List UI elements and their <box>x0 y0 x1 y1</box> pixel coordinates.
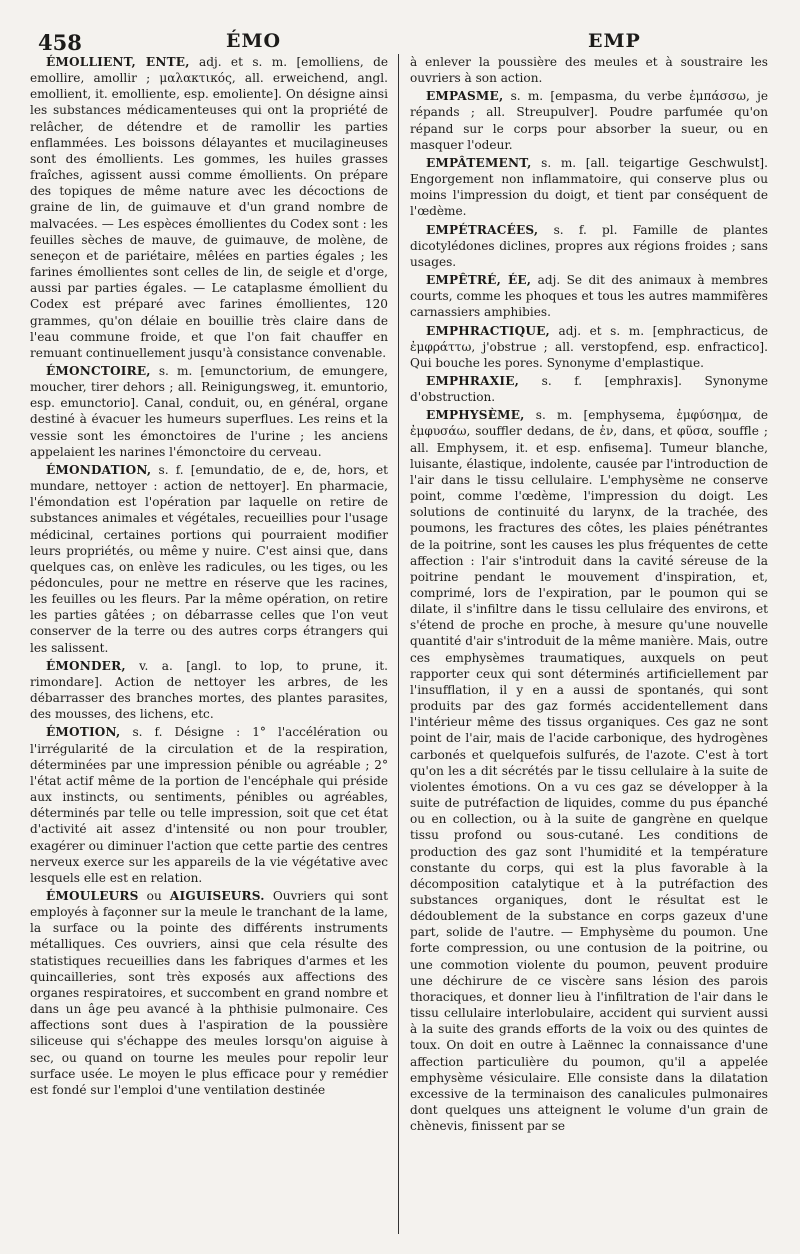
headword: ÉMOLLIENT, ENTE, <box>46 55 190 69</box>
entry-emphyseme <box>410 407 768 1134</box>
entry-text: adj. et s. m. [emphracticus, de ἐμφράττω, j'obstrue ; all. verstopfend, esp. enfractico]. Qui bouche les pores. Synonyme d'emplastique. <box>410 323 768 370</box>
entry-text: Ouvriers qui sont employés à façonner sur la meule le tranchant de la lame, la surface ou la pointe des différents instruments métalliques. Ces ouvriers, ainsi que cela résulte des statistiques recueillies dans les fabriques d'armes et les quincailleries, sont très exposés aux affections des organes respiratoires, et succombent en grand nombre et dans un âge peu avancé à la phthisie pulmonaire. Ces affections sont dues à l'aspiration de la poussière siliceuse qui s'échappe des meules lorsqu'on aiguise à sec, ou quand on tourne les meules pour repolir leur surface usée. Le moyen le plus efficace pour y remédier est fondé sur l'emploi d'une ventilation destinée <box>30 888 388 1097</box>
entry-emonder <box>30 658 388 723</box>
entry-emphractique <box>410 323 768 371</box>
entry-empetracees <box>410 222 768 270</box>
entry-text: adj. et s. m. [emolliens, de emollire, amollir ; μαλακτικός, all. erweichend, angl. emollient, it. emolliente, esp. emoliente]. On désigne ainsi les substances médicamenteuses qui ont la propriété de relâcher, de détendre et de ramollir les parties enflammées. Les boissons délayantes et mucilagineuses sont des émollients. Les gommes, les huiles grasses fraîches, agissent aussi comme émollients. On prépare des topiques de même nature avec les décoctions de graine de lin, de guimauve et d'un grand nombre de malvacées. — Les espèces émollientes du Codex sont : les feuilles sèches de mauve, de guimauve, de molène, de seneçon et de pariétaire, mêlées en parties égales ; les farines émollientes sont celles de lin, de seigle et d'orge, aussi par parties égales. — Le cataplasme émollient du Codex est préparé avec farines émollientes, 120 grammes, qu'on délaie en bouillie très claire dans de l'eau commune froide, et que l'on fait chauffer en remuant continuellement jusqu'à consistance convenable. <box>30 55 388 360</box>
entry-text: s. m. [all. teigartige Geschwulst]. Engorgement non inflammatoire, qui conserve plus ou moins l'impression du doigt, et tient par conséquent de l'œdème. <box>410 155 768 219</box>
entry-text: v. a. [angl. to lop, to prune, it. rimondare]. Action de nettoyer les arbres, de les débarrasser des branches mortes, des plantes parasites, des mousses, des lichens, etc. <box>30 658 388 722</box>
entry-text: s. m. [empasma, du verbe ἐμπάσσω, je répands ; all. Streupulver]. Poudre parfumée qu'on répand sur le corps pour absorber la sueur, ou en masquer l'odeur. <box>410 89 768 152</box>
entry-text: s. f. [emundatio, de e, de, hors, et mundare, nettoyer : action de nettoyer]. En pharmacie, l'émondation est l'opération par laquelle on retire de substances animales et végétales, recueillies pour l'usage médicinal, certaines portions qui pourraient modifier leurs propriétés, ou même y nuire. C'est ainsi que, dans quelques cas, on enlève les radicules, ou les tiges, ou les pédoncules, pour ne mettre en réserve que les racines, les feuilles ou les fleurs. Par la même opération, on retire les parties gâtées ; on débarrasse celles que l'on veut conserver de la terre ou des autres corps étrangers qui les salissent. <box>30 462 388 655</box>
entry-emonctoire <box>30 363 388 460</box>
entry-emondation <box>30 462 388 656</box>
headword: EMPHRACTIQUE, <box>426 323 550 338</box>
running-head-right: EMP <box>588 30 641 52</box>
entry-empasme <box>410 88 768 153</box>
entry-text: s. m. [emphysema, ἐμφύσημα, de ἐμφυσάω, souffler dedans, de ἐν, dans, et φῦσα, souffle ; all. Emphysem, it. et esp. enfisema]. Tumeur blanche, luisante, élastique, indolente, causée par l'introduction de l'air dans le tissu cellulaire. L'emphysème ne conserve point, comme l'œdème, l'impression du doigt. Les solutions de continuité du larynx, de la trachée, des poumons, les fractures des côtes, les plaies pénétrantes de la poitrine, sont les causes les plus fréquentes de cette affection : l'air s'introduit dans la cavité séreuse de la poitrine pendant le mouvement d'inspiration, et, comprimé, lors de l'expiration, par le poumon qui se dilate, il s'infiltre dans le tissu cellulaire des environs, et s'étend de proche en proche, à mesure qu'une nouvelle quantité d'air s'introduit de la même manière. Mais, outre ces emphysèmes traumatiques, auxquels on peut rapporter ceux qui sont déterminés artificiellement par l'insufflation, il y en a aussi de spontanés, qui sont produits par des gaz formés accidentellement dans l'intérieur même des tissus organiques. Ces gaz ne sont point de l'air, mais de l'acide carbonique, des hydrogènes carbonés et quelquefois sulfurés, de l'azote. C'est à tort qu'on les a dit sécrétés par le tissu cellulaire à la suite de violentes émotions. On a vu ces gaz se développer à la suite de putréfaction de liquides, comme du pus épanché ou en collection, ou à la suite de gangrène en quelque tissu profond ou sous-cutané. Les conditions de production des gaz sont l'humidité et la température constante du corps, qui est la plus favorable à la décomposition catalytique et à la putréfaction des substances organiques, dont le résultat est le dédoublement de la substance en corps gazeux d'une part, solide de l'autre. — Emphysème du poumon. Une forte compression, ou une contusion de la poitrine, ou une commotion violente du poumon, peuvent produire une déchirure de ce viscère sans lésion des parois thoraciques, et donner lieu à l'infiltration de l'air dans le tissu cellulaire interlobulaire, accident qui survient aussi à la suite des grands efforts de la voix ou des quintes de toux. On doit en outre à Laënnec la connaissance d'une affection particulière du poumon, qu'il a appelée emphysème vésiculaire. Elle consiste dans la dilatation excessive de la terminaison des canalicules pulmonaires dont quelques uns atteignent le volume d'un grain de chènevis, finissent par se <box>410 408 768 1134</box>
headword: ÉMONDATION, <box>46 462 152 477</box>
page-header <box>30 30 768 54</box>
two-column-body <box>30 54 768 1136</box>
entry-empetre <box>410 272 768 320</box>
headword: EMPÊTRÉ, ÉE, <box>426 273 532 288</box>
page-number: 458 <box>38 30 82 55</box>
entry-text: s. f. [emphraxis]. Synonyme d'obstruction. <box>410 373 768 405</box>
headword: EMPÉTRACÉES, <box>426 222 539 237</box>
entry-continuation <box>410 54 768 86</box>
running-head-left: ÉMO <box>226 30 282 52</box>
entry-text: s. f. pl. Famille de plantes dicotylédones diclines, propres aux régions froides ; sans usages. <box>410 222 768 269</box>
entry-text: adj. Se dit des animaux à membres courts, comme les phoques et tous les autres mammifères carnassiers amphibies. <box>410 273 768 320</box>
entry-emotion <box>30 724 388 886</box>
headword: EMPASME, <box>426 89 504 104</box>
headword: EMPHRAXIE, <box>426 373 520 388</box>
entry-empatement <box>410 155 768 220</box>
headword: EMPHYSÈME, <box>426 408 525 423</box>
headword-alt: AIGUISEURS. <box>169 888 265 903</box>
entry-emouleurs <box>30 888 388 1098</box>
entry-text: s. f. Désigne : 1° l'accélération ou l'irrégularité de la circulation et de la respiration, déterminées par une impression pénible ou agréable ; 2° l'état actif même de la portion de l'encéphale qui préside aux instincts, ou sentiments, pénibles ou agréables, déterminés par telle ou telle impression, soit que cet état d'activité ait assez d'intensité ou non pour troubler, exagérer ou diminuer l'action que cette partie des centres nerveux exerce sur les appareils de la vie végétative avec lesquels elle est en relation. <box>30 725 389 885</box>
headword: ÉMONDER, <box>46 658 126 673</box>
headword: ÉMOTION, <box>46 725 121 740</box>
entry-emollient <box>30 54 388 361</box>
column-divider <box>398 54 399 1234</box>
entry-emphraxie <box>410 373 768 405</box>
entry-text: s. m. [emunctorium, de emungere, moucher, tirer dehors ; all. Reinigungsweg, it. emuntorio, esp. emunctorio]. Canal, conduit, ou, en général, organe destiné à évacuer les humeurs superflues. Les reins et la vessie sont les émonctoires de l'urine ; les anciens appelaient les narines l'émonctoire du cerveau. <box>30 363 388 459</box>
headword: ÉMOULEURS <box>46 888 139 903</box>
entry-text: à enlever la poussière des meules et à soustraire les ouvriers à son action. <box>410 55 768 86</box>
headword: EMPÂTEMENT, <box>426 155 532 170</box>
right-column <box>410 54 768 1136</box>
left-column <box>30 54 388 1136</box>
headword-connector: ou <box>146 888 162 903</box>
headword: ÉMONCTOIRE, <box>46 363 151 378</box>
